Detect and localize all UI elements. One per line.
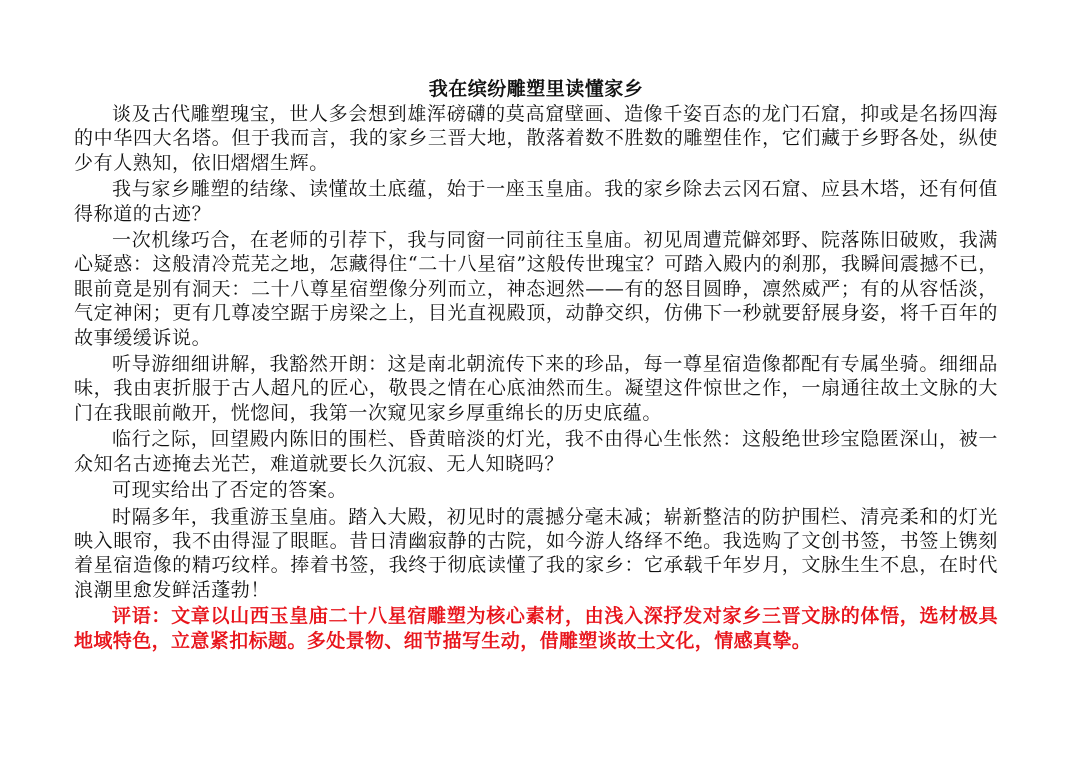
paragraph-2: 我与家乡雕塑的结缘、读懂故土底蕴，始于一座玉皇庙。我的家乡除去云冈石窟、应县木塔，还有何值得称道的古迹？ bbox=[74, 178, 998, 225]
paragraph-5: 临行之际，回望殿内陈旧的围栏、昏黄暗淡的灯光，我不由得心生怅然：这般绝世珍宝隐匿深山，被一众知名古迹掩去光芒，难道就要长久沉寂、无人知晓吗？ bbox=[74, 428, 998, 475]
paragraph-4: 听导游细细讲解，我豁然开朗：这是南北朝流传下来的珍品，每一尊星宿造像都配有专属坐骑。细细品味，我由衷折服于古人超凡的匠心，敬畏之情在心底油然而生。凝望这件惊世之作，一扇通往故土文脉的大门在我眼前敞开，恍惚间，我第一次窥见家乡厚重绵长的历史底蕴。 bbox=[74, 353, 998, 424]
essay-page bbox=[74, 78, 998, 655]
paragraph-3: 一次机缘巧合，在老师的引荐下，我与同窗一同前往玉皇庙。初见周遭荒僻郊野、院落陈旧破败，我满心疑惑：这般清冷荒芜之地，怎藏得住“二十八星宿”这般传世瑰宝？可踏入殿内的刹那，我瞬间震撼不已，眼前竟是别有洞天：二十八尊星宿塑像分列而立，神态迥然——有的怒目圆睁，凛然威严；有的从容恬淡，气定神闲；更有几尊凌空踞于房梁之上，目光直视殿顶，动静交织，仿佛下一秒就要舒展身姿，将千百年的故事缓缓诉说。 bbox=[74, 229, 998, 349]
essay-title: 我在缤纷雕塑里读懂家乡 bbox=[428, 78, 644, 100]
paragraph-6: 可现实给出了否定的答案。 bbox=[112, 479, 348, 502]
paragraph-1: 谈及古代雕塑瑰宝，世人多会想到雄浑磅礴的莫高窟壁画、造像千姿百态的龙门石窟，抑或是名扬四海的中华四大名塔。但于我而言，我的家乡三晋大地，散落着数不胜数的雕塑佳作，它们藏于乡野各处，纵使少有人熟知，依旧熠熠生辉。 bbox=[74, 103, 998, 174]
teacher-comment: 评语：文章以山西玉皇庙二十八星宿雕塑为核心素材，由浅入深抒发对家乡三晋文脉的体悟，选材极具地域特色，立意紧扣标题。多处景物、细节描写生动，借雕塑谈故土文化，情感真挚。 bbox=[74, 605, 998, 652]
paragraph-7: 时隔多年，我重游玉皇庙。踏入大殿，初见时的震撼分毫未减；崭新整洁的防护围栏、清亮柔和的灯光映入眼帘，我不由得湿了眼眶。昔日清幽寂静的古院，如今游人络绎不绝。我选购了文创书签，书签上镌刻着星宿造像的精巧纹样。捧着书签，我终于彻底读懂了我的家乡：它承载千年岁月，文脉生生不息，在时代浪潮里愈发鲜活蓬勃！ bbox=[74, 505, 998, 601]
